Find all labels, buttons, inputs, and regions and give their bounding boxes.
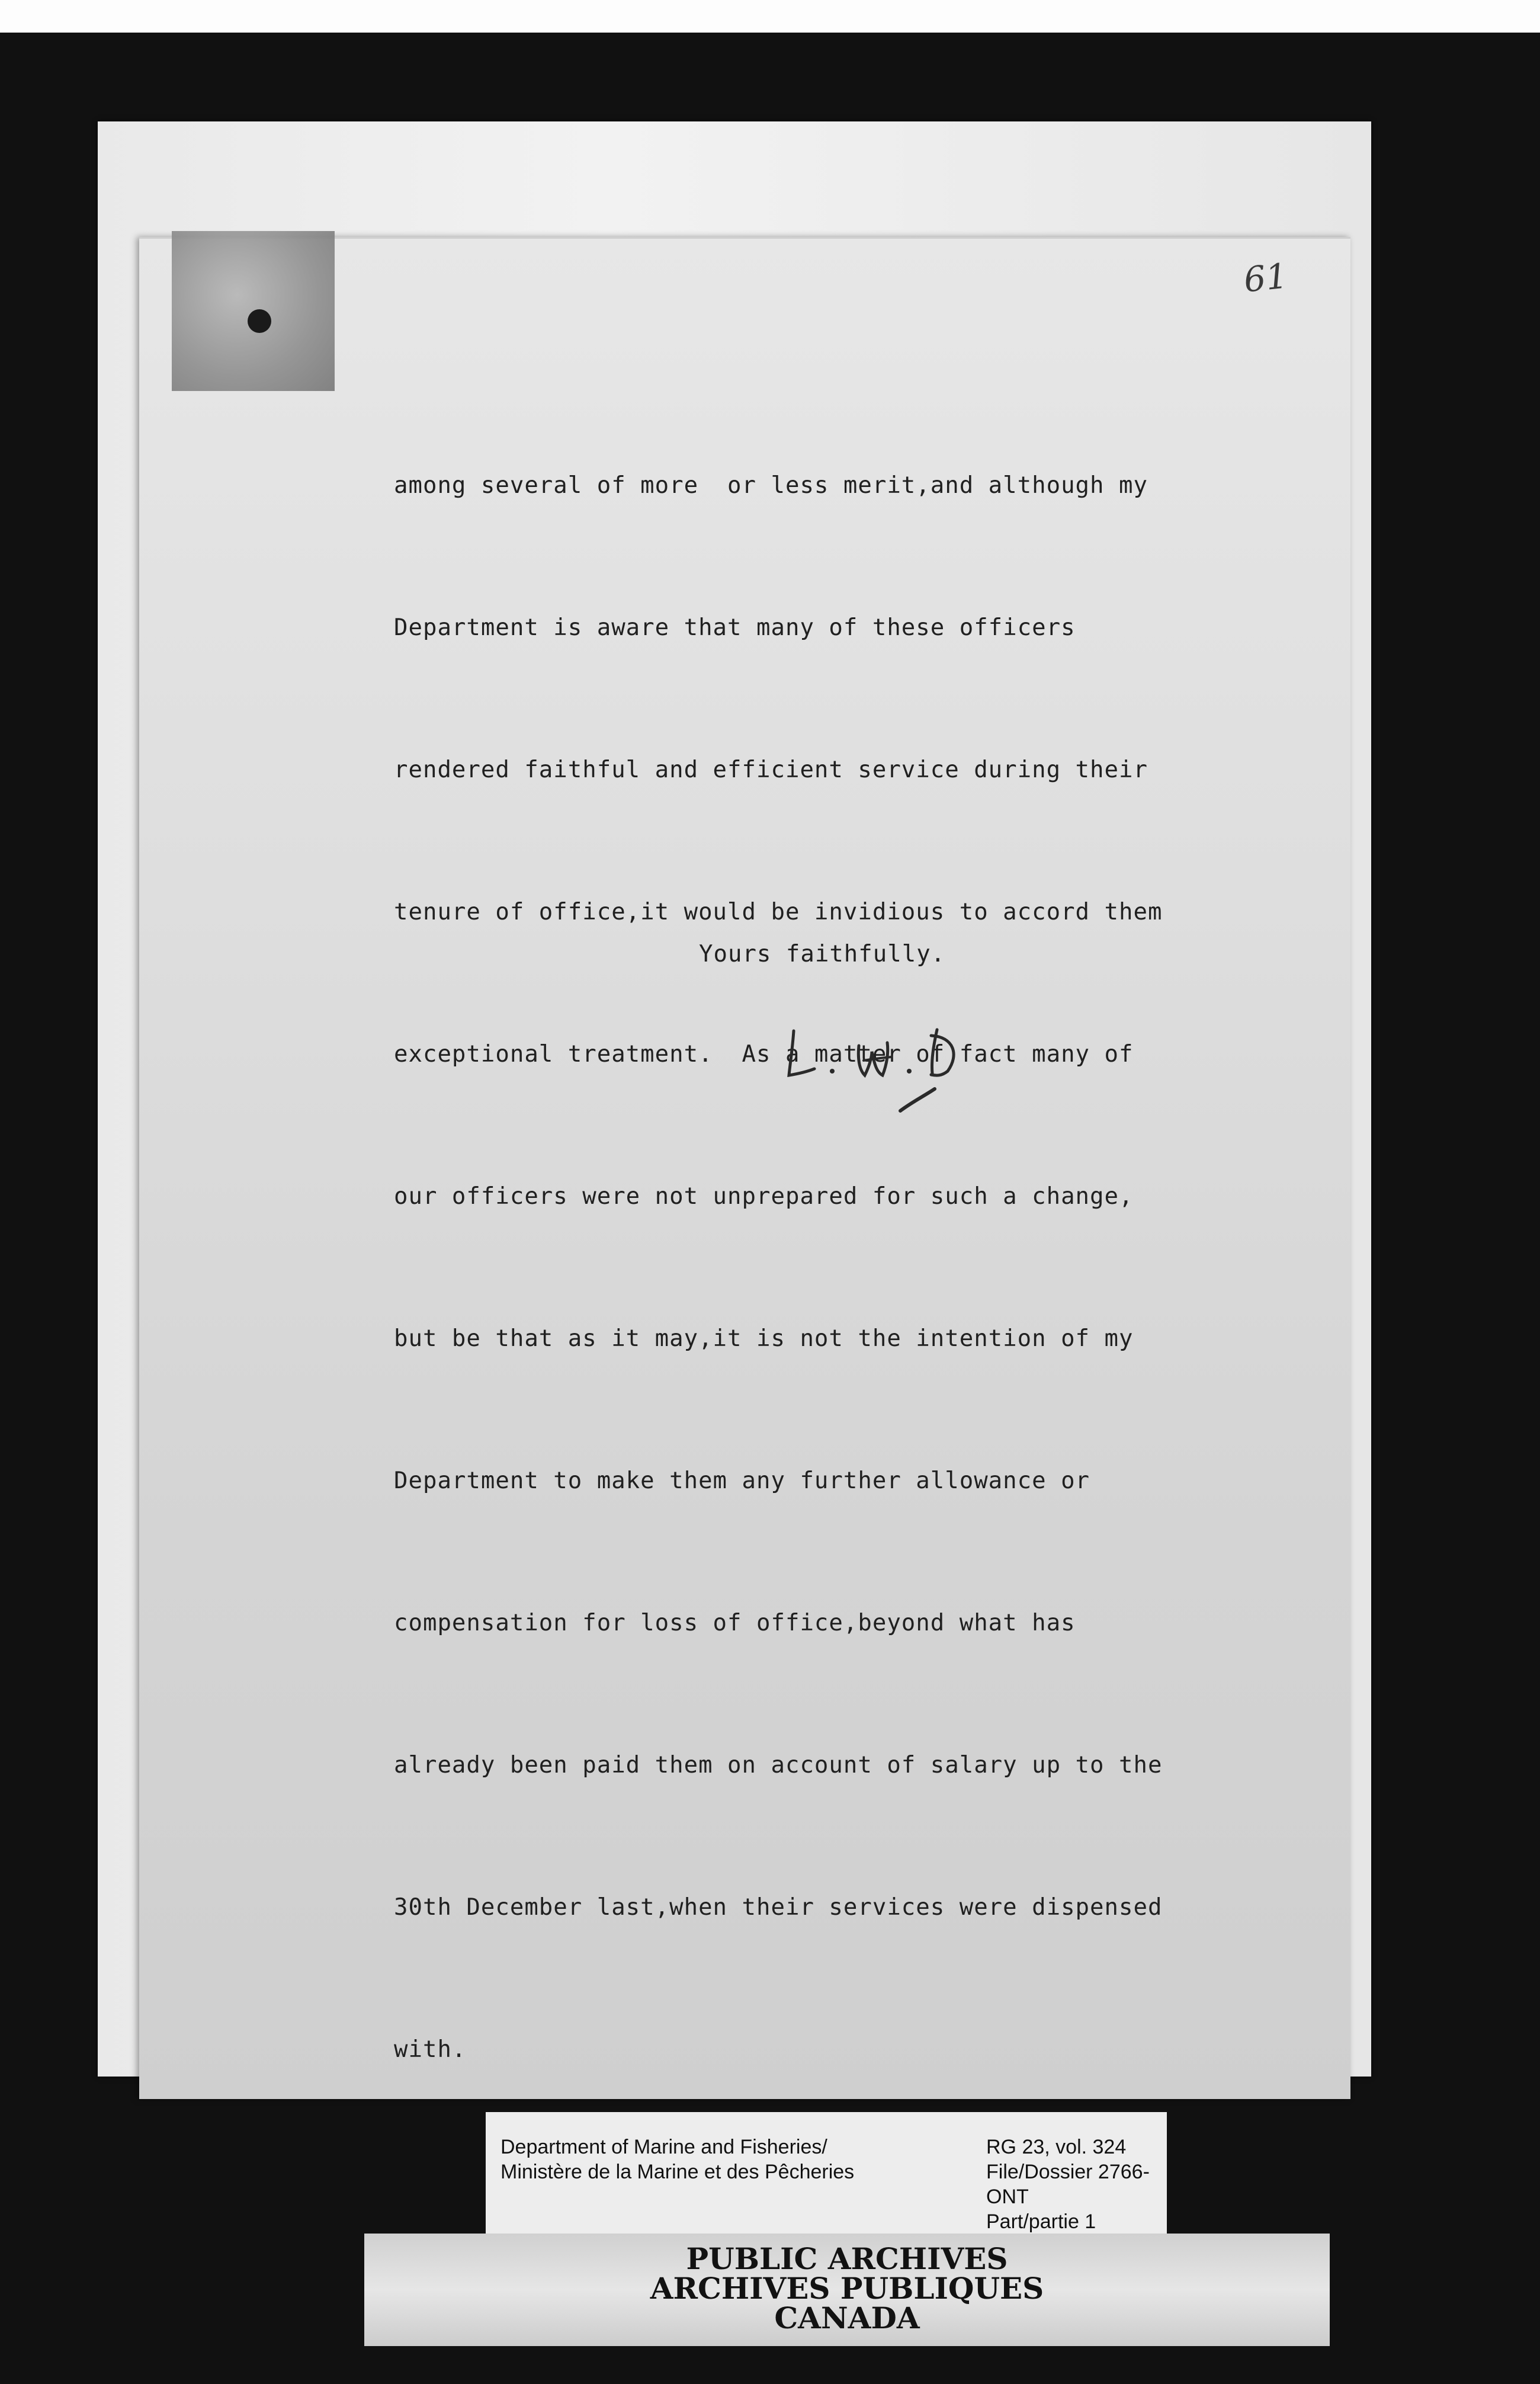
body-line: exceptional treatment. As a matter of fact many of: [394, 1041, 1134, 1068]
reference-line: RG 23, vol. 324: [986, 2136, 1127, 2158]
file-reference: [986, 2135, 1150, 2234]
closing-salutation: Yours faithfully.: [699, 941, 946, 967]
body-line: rendered faithful and efficient service during their: [394, 757, 1148, 783]
body-line: our officers were not unprepared for such a change,: [394, 1183, 1134, 1210]
body-line: among several of more or less merit,and although my: [394, 472, 1148, 499]
reference-line: File/Dossier 2766-: [986, 2161, 1150, 2183]
stamp-line: CANADA: [774, 2300, 920, 2335]
body-line: Department to make them any further allowance or: [394, 1467, 1090, 1494]
body-line: Department is aware that many of these officers: [394, 614, 1076, 641]
reference-line: ONT: [986, 2186, 1029, 2208]
reference-line: Part/partie 1: [986, 2210, 1096, 2233]
stamp-line: PUBLIC ARCHIVES: [686, 2241, 1008, 2276]
body-line: tenure of office,it would be invidious to accord them: [394, 899, 1163, 925]
stamp-line: ARCHIVES PUBLIQUES: [650, 2271, 1044, 2306]
body-line: with.: [394, 2036, 467, 2063]
punch-hole: [248, 309, 271, 333]
archive-reference-label: [486, 2112, 1167, 2239]
archives-stamp: [364, 2234, 1330, 2346]
body-line: but be that as it may,it is not the intention of my: [394, 1325, 1134, 1352]
body-line: compensation for loss of office,beyond what has: [394, 1610, 1076, 1636]
body-line: 30th December last,when their services were dispensed: [394, 1894, 1163, 1921]
department-name: [500, 2135, 854, 2184]
letter-body: [394, 367, 1270, 2121]
folio-number: 61: [1241, 255, 1290, 300]
handwritten-signature: [782, 1019, 983, 1120]
body-line: already been paid them on account of salary up to the: [394, 1752, 1163, 1779]
department-line: Ministère de la Marine et des Pêcheries: [500, 2161, 855, 2183]
scan-top-margin: [0, 0, 1540, 33]
department-line: Department of Marine and Fisheries/: [500, 2136, 827, 2158]
